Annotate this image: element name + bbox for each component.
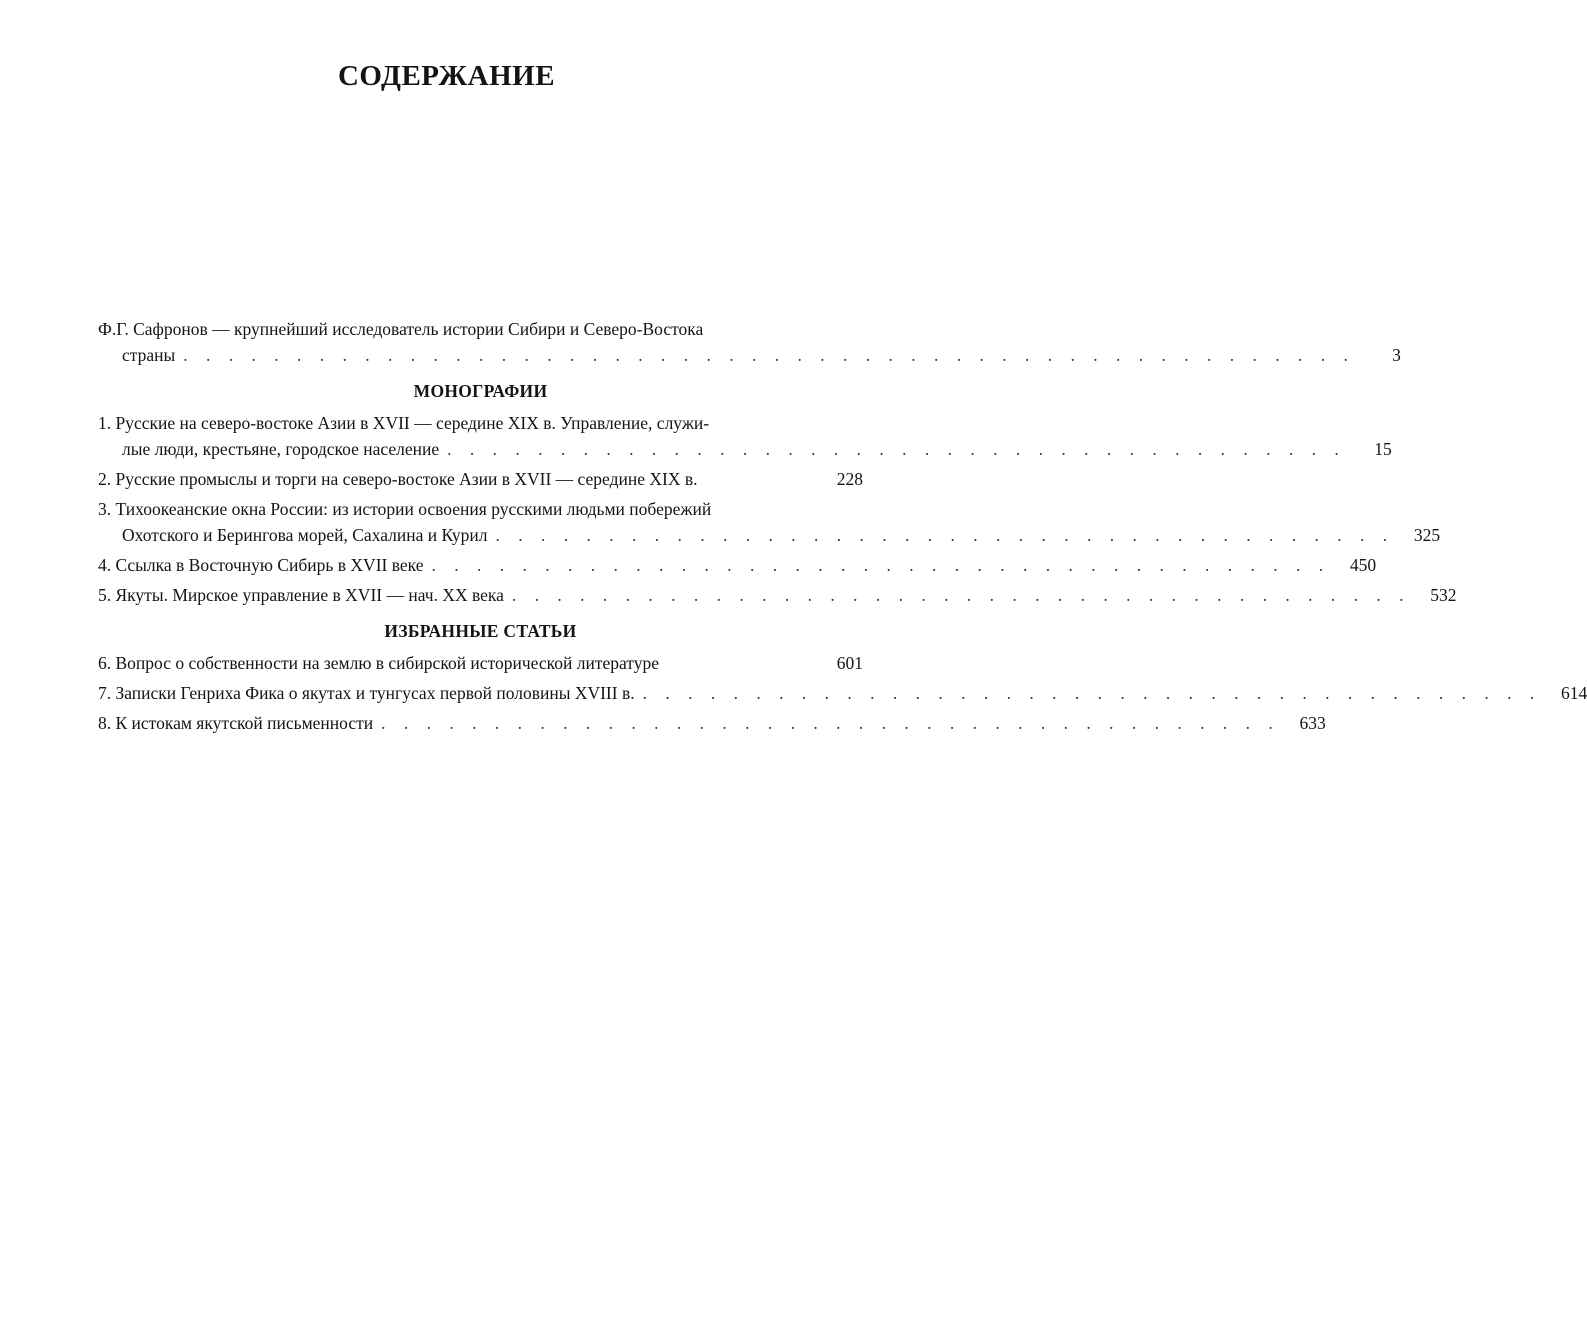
- toc-entry[interactable]: [98, 710, 1326, 736]
- page-title: СОДЕРЖАНИЕ: [337, 60, 556, 92]
- entry-continuation: [98, 436, 1392, 462]
- entry-continuation: [98, 342, 1401, 368]
- entry-title-cont: лые люди, крестьяне, городское население: [122, 439, 440, 459]
- entry-line: [98, 650, 863, 676]
- entry-line: [98, 552, 1377, 578]
- section-heading-selected-articles: ИЗБРАННЫЕ СТАТЬИ: [384, 621, 577, 641]
- section-heading-monographs: МОНОГРАФИИ: [413, 381, 548, 401]
- page-number: 450: [1349, 555, 1377, 575]
- toc-entry[interactable]: [98, 410, 1392, 462]
- page-number: 228: [836, 469, 863, 489]
- entry-title: 7. Записки Генриха Фика о якутах и тунгусах первой половины XVIII в.: [98, 683, 635, 703]
- leader-dots: . . . . . . . . . . . . . . . . . . . . . . . . . . . . . . . . . . . . . . . .: [495, 525, 1395, 545]
- toc-entry[interactable]: [98, 552, 1377, 578]
- entry-continuation: [98, 522, 1441, 548]
- leader-dots: . . . . . . . . . . . . . . . . . . . . . . . . . . . . . . . . . . . . . . . . . . . . . . . . . . . .: [183, 345, 1355, 365]
- page-number: 601: [836, 653, 863, 673]
- entry-title: 5. Якуты. Мирское управление в XVII — нач. XX века: [98, 585, 504, 605]
- leader-dots: . . . . . . . . . . . . . . . . . . . . . . . . . . . . . . . . . . . . . . . .: [381, 713, 1280, 733]
- page-number: 15: [1374, 439, 1392, 459]
- toc-entry[interactable]: [98, 496, 1441, 548]
- entry-title: 6. Вопрос о собственности на землю в сибирской исторической литературе: [98, 653, 659, 673]
- entry-line: [98, 466, 863, 492]
- entry-title: 3. Тихоокеанские окна России: из истории освоения русскими людьми побережий: [98, 499, 712, 519]
- entry-title-cont: страны: [122, 345, 176, 365]
- entry-title: 1. Русские на северо-востоке Азии в XVII — середине XIX в. Управление, служи-: [98, 413, 710, 433]
- page-number: 614: [1560, 683, 1587, 703]
- leader-dots: . . . . . . . . . . . . . . . . . . . . . . . . . . . . . . . . . . . . . . . .: [511, 585, 1411, 605]
- leader-dots: . . . . . . . . . . . . . . . . . . . . . . . . . . . . . . . . . . . . . . . .: [642, 683, 1542, 703]
- page-number: 633: [1299, 713, 1326, 733]
- entry-title: Ф.Г. Сафронов — крупнейший исследователь истории Сибири и Северо-Востока: [98, 319, 704, 339]
- entry-line: [98, 582, 1457, 608]
- entry-title: 8. К истокам якутской письменности: [98, 713, 374, 733]
- page-number: 325: [1413, 525, 1441, 545]
- page-number: 532: [1430, 585, 1457, 605]
- entry-title-cont: Охотского и Берингова морей, Сахалина и Курил: [122, 525, 488, 545]
- toc-entry[interactable]: [98, 466, 863, 492]
- table-of-contents: [98, 316, 1587, 740]
- entry-title: 2. Русские промыслы и торги на северо-востоке Азии в XVII — середине XIX в.: [98, 469, 698, 489]
- entry-title: 4. Ссылка в Восточную Сибирь в XVII веке: [98, 555, 424, 575]
- toc-entry[interactable]: [98, 650, 863, 676]
- toc-entry[interactable]: [98, 582, 1457, 608]
- entry-line: [98, 680, 1587, 706]
- leader-dots: . . . . . . . . . . . . . . . . . . . . . . . . . . . . . . . . . . . . . . . .: [431, 555, 1331, 575]
- toc-entry[interactable]: [98, 680, 1587, 706]
- toc-entry-intro[interactable]: [98, 316, 1401, 368]
- entry-line: [98, 710, 1326, 736]
- leader-dots: . . . . . . . . . . . . . . . . . . . . . . . . . . . . . . . . . . . . . . . .: [447, 439, 1346, 459]
- page-number: 3: [1392, 345, 1401, 365]
